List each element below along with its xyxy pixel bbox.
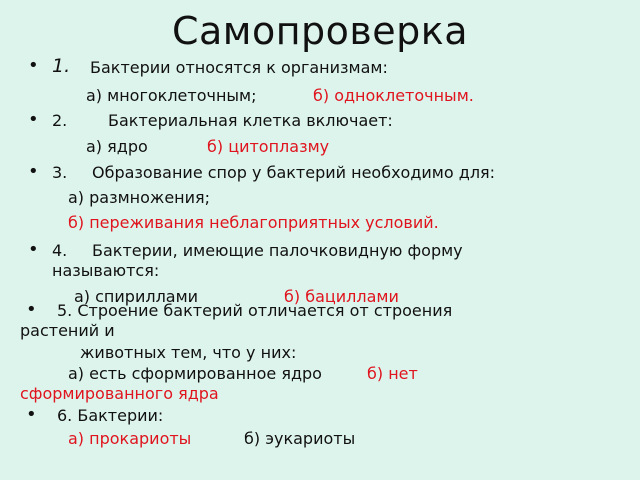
q1-answer-b: б) одноклеточным. (313, 86, 474, 105)
q3-answer-a: а) размножения; (68, 188, 211, 207)
q2-text: Бактериальная клетка включает: (108, 111, 393, 130)
q5-line1: 5. Строение бактерий отличается от строения (57, 301, 453, 320)
bullet: • (28, 161, 39, 182)
q2-number: 2. (52, 111, 68, 130)
q4-answer-b: б) бациллами (284, 287, 399, 306)
bullet: • (28, 55, 39, 76)
q3-answer-b: б) переживания неблагоприятных условий. (68, 213, 439, 232)
q4-answer-a: а) спириллами (74, 287, 199, 306)
q4-text-line2: называются: (52, 261, 160, 280)
q2-answer-b: б) цитоплазму (207, 137, 330, 156)
q5-answer-b-cont: сформированного ядра (20, 384, 219, 403)
q2-answer-a: а) ядро (86, 137, 148, 156)
q4-text-line1: Бактерии, имеющие палочковидную форму (92, 241, 463, 260)
q3-number: 3. (52, 163, 68, 182)
bullet: • (28, 239, 39, 260)
q5-answer-a: а) есть сформированное ядро (68, 364, 322, 383)
q1-number: 1. (52, 55, 71, 77)
bullet: • (26, 404, 37, 425)
q5-answer-b: б) нет (367, 364, 418, 383)
q5-line2: растений и (20, 321, 115, 340)
q1-text: Бактерии относятся к организмам: (90, 58, 388, 77)
slide-title: Самопроверка (171, 9, 469, 53)
q3-text: Образование спор у бактерий необходимо для: (92, 163, 496, 182)
bullet: • (28, 109, 39, 130)
q5-line3: животных тем, что у них: (80, 343, 297, 362)
q1-answer-a: а) многоклеточным; (86, 86, 257, 105)
q6-answer-a: а) прокариоты (68, 429, 192, 448)
q4-number: 4. (52, 241, 68, 260)
q6-answer-b: б) эукариоты (244, 429, 356, 448)
bullet: • (26, 299, 37, 320)
q6-text: 6. Бактерии: (57, 406, 164, 425)
